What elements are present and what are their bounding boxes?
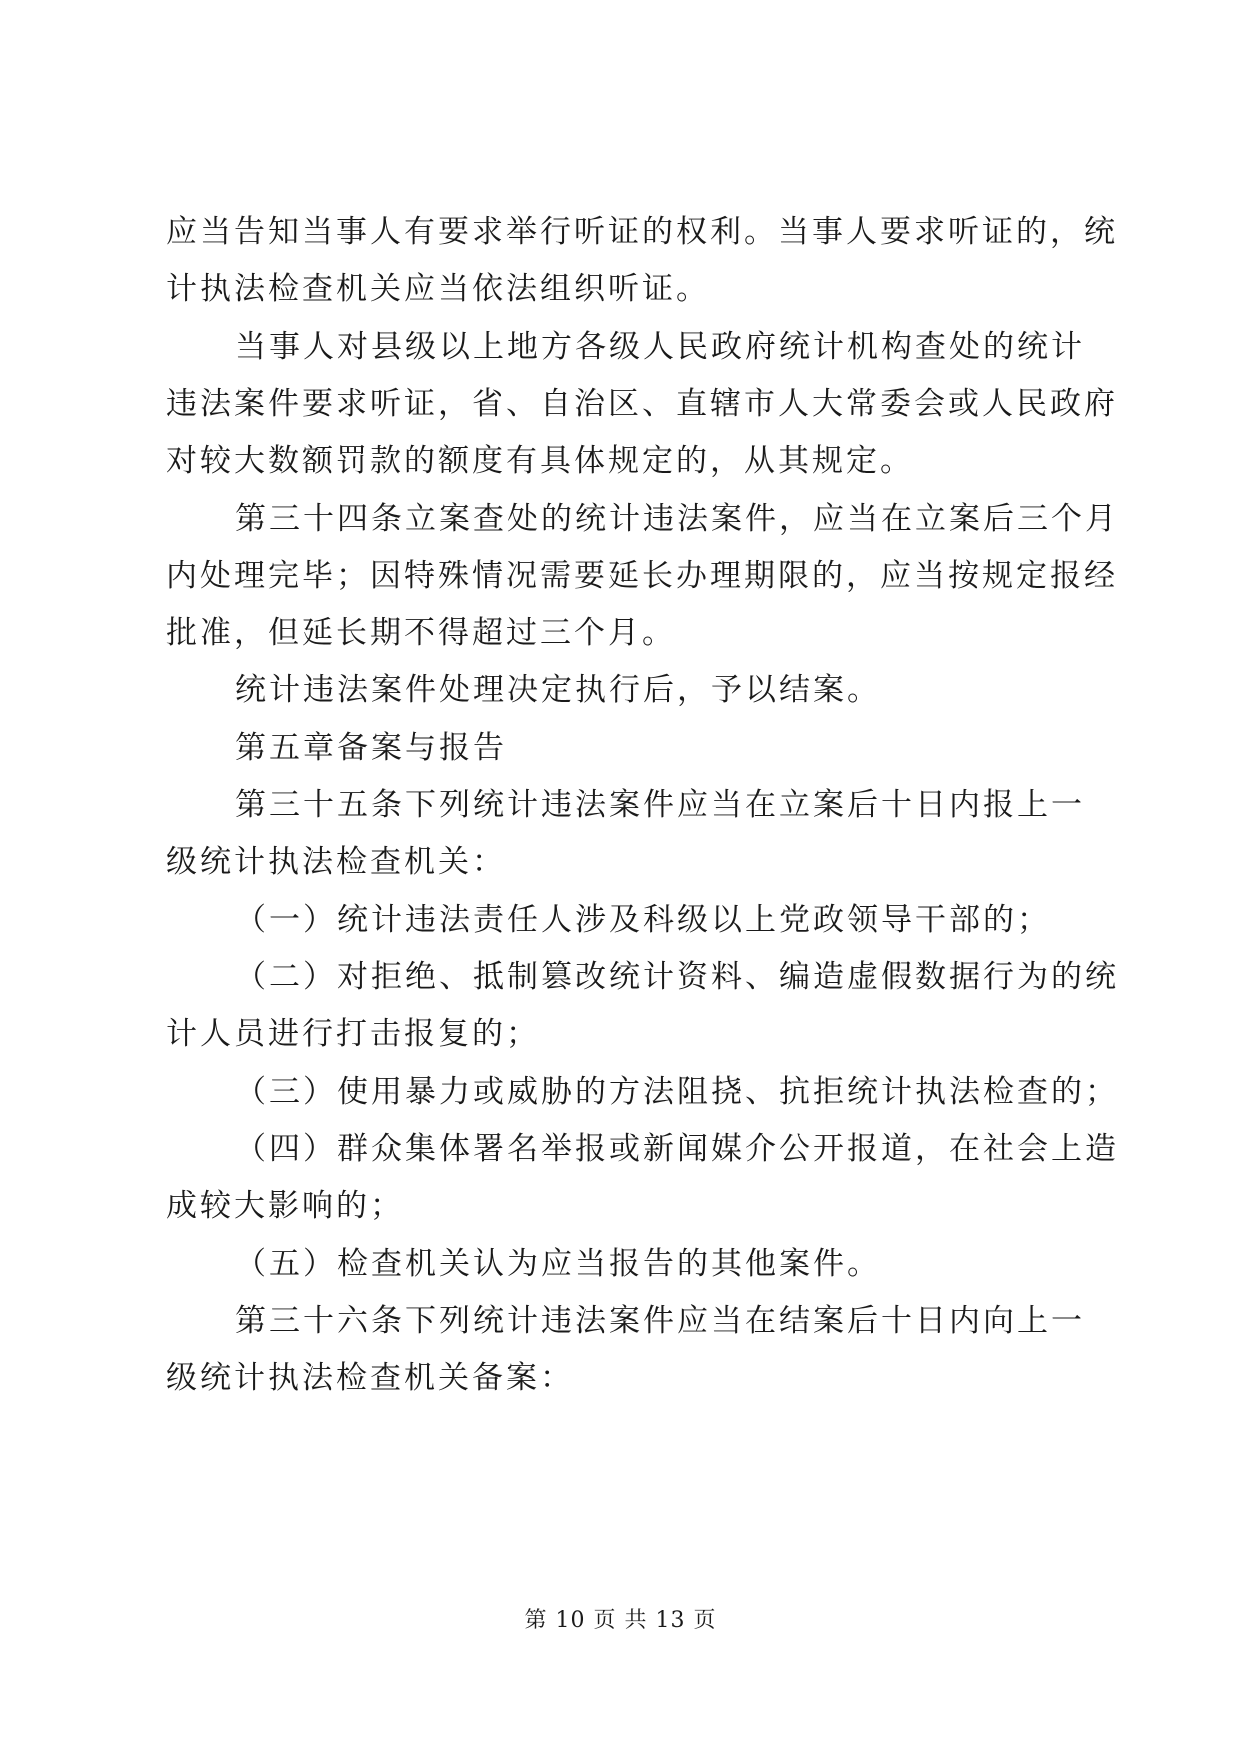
body-line: 级统计执法检查机关备案： — [166, 1360, 574, 1396]
body-line: 对较大数额罚款的额度有具体规定的，从其规定。 — [166, 443, 914, 479]
list-item: （五）检查机关认为应当报告的其他案件。 — [235, 1246, 881, 1282]
body-line: 应当告知当事人有要求举行听证的权利。当事人要求听证的，统 — [166, 214, 1118, 250]
body-line: 内处理完毕；因特殊情况需要延长办理期限的，应当按规定报经 — [166, 558, 1118, 594]
section-heading: 第五章备案与报告 — [235, 730, 507, 766]
body-line: 第三十六条下列统计违法案件应当在结案后十日内向上一 — [235, 1303, 1085, 1339]
list-item: 计人员进行打击报复的； — [166, 1016, 540, 1052]
body-line: 第三十四条立案查处的统计违法案件，应当在立案后三个月 — [235, 501, 1119, 537]
body-line: 当事人对县级以上地方各级人民政府统计机构查处的统计 — [235, 329, 1085, 365]
body-line: 级统计执法检查机关： — [166, 844, 506, 880]
list-item: （三）使用暴力或威胁的方法阻挠、抗拒统计执法检查的； — [235, 1074, 1119, 1110]
page-number: 第 10 页 共 13 页 — [524, 1608, 717, 1633]
list-item: （一）统计违法责任人涉及科级以上党政领导干部的； — [235, 902, 1051, 938]
body-line: 批准，但延长期不得超过三个月。 — [166, 615, 676, 651]
body-line: 计执法检查机关应当依法组织听证。 — [166, 271, 710, 307]
body-line: 违法案件要求听证，省、自治区、直辖市人大常委会或人民政府 — [166, 386, 1118, 422]
list-item: 成较大影响的； — [166, 1188, 404, 1224]
list-item: （四）群众集体署名举报或新闻媒介公开报道，在社会上造 — [235, 1131, 1119, 1167]
body-line: 统计违法案件处理决定执行后，予以结案。 — [235, 672, 881, 708]
body-line: 第三十五条下列统计违法案件应当在立案后十日内报上一 — [235, 787, 1085, 823]
list-item: （二）对拒绝、抵制篡改统计资料、编造虚假数据行为的统 — [235, 959, 1119, 995]
